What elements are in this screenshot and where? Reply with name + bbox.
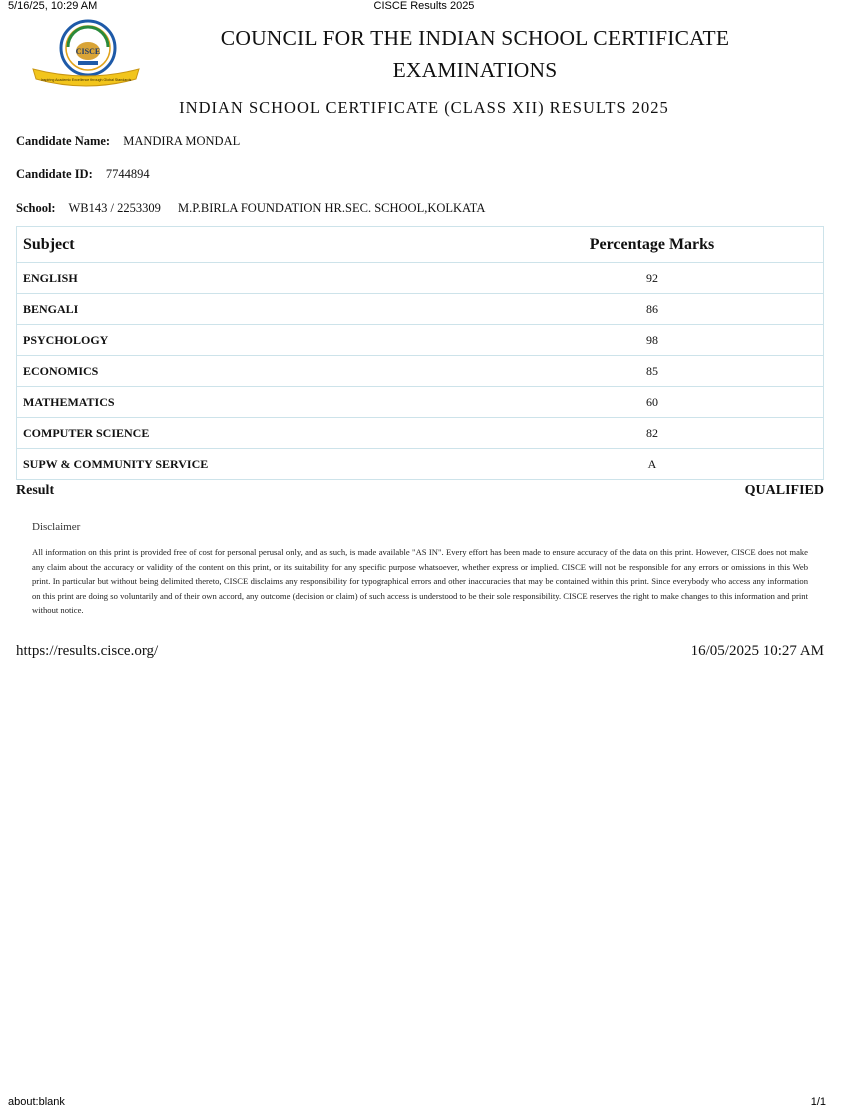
header-subject: Subject xyxy=(17,227,482,263)
school-code: WB143 / 2253309 xyxy=(68,201,161,215)
marks-cell: 86 xyxy=(481,294,824,325)
table-row xyxy=(17,356,824,387)
council-title xyxy=(190,22,760,86)
table-row xyxy=(17,325,824,356)
marks-cell: 98 xyxy=(481,325,824,356)
school-name: M.P.BIRLA FOUNDATION HR.SEC. SCHOOL,KOLKATA xyxy=(177,201,486,215)
table-row xyxy=(17,294,824,325)
subject-cell: PSYCHOLOGY xyxy=(17,325,482,356)
generated-datetime: 16/05/2025 10:27 AM xyxy=(690,643,824,659)
subject-cell: BENGALI xyxy=(17,294,482,325)
council-title-line2: EXAMINATIONS xyxy=(392,58,558,82)
disclaimer-heading: Disclaimer xyxy=(32,521,81,533)
candidate-id-value: 7744894 xyxy=(105,167,150,181)
school-row xyxy=(16,201,499,216)
subject-cell: ECONOMICS xyxy=(17,356,482,387)
result-label: Result xyxy=(16,483,55,498)
disclaimer-text: All information on this print is provided free of cost for personal perusal only, and as such, is made available "AS IN". Every effort has been made to ensure accuracy of the data on this print. However, CISCE does not make any claim about the accuracy or validity of the content on this print, or its suitability for any specific purpose whatsoever, whether express or implied. CISCE will not be responsible for any errors or omissions in this Web print. In particular but without being delimited thereto, CISCE disclaims any responsibility for typographical errors and other inaccuracies that may be contained within this print. Since everybody who access any information on this print are doing so voluntarily and of their own accord, any outcome (decision or claim) of such access is understood to be their sole responsibility. CISCE reserves the right to make changes to this information and print without notice. xyxy=(32,547,808,615)
subject-cell: MATHEMATICS xyxy=(17,387,482,418)
logo-ribbon-text: Inspiring Academic Excellence through Global Standards xyxy=(40,78,132,82)
table-row xyxy=(17,387,824,418)
candidate-name-label: Candidate Name: xyxy=(16,134,111,148)
print-footer xyxy=(0,1096,848,1110)
results-title: INDIAN SCHOOL CERTIFICATE (CLASS XII) RESULTS 2025 xyxy=(179,98,669,117)
marks-cell: 92 xyxy=(481,263,824,294)
print-datetime: 5/16/25, 10:29 AM xyxy=(8,0,98,12)
candidate-name-value: MANDIRA MONDAL xyxy=(123,134,241,148)
table-row xyxy=(17,449,824,480)
subject-cell: COMPUTER SCIENCE xyxy=(17,418,482,449)
result-value: QUALIFIED xyxy=(744,483,824,498)
marks-table xyxy=(16,226,824,480)
print-page-title: CISCE Results 2025 xyxy=(373,0,475,12)
header-percentage-marks: Percentage Marks xyxy=(481,227,824,263)
print-header xyxy=(0,0,848,14)
candidate-name-row xyxy=(16,134,254,149)
results-url[interactable]: https://results.cisce.org/ xyxy=(16,643,159,659)
cisce-logo xyxy=(30,17,142,93)
school-label: School: xyxy=(16,201,56,215)
council-title-line1: COUNCIL FOR THE INDIAN SCHOOL CERTIFICATE xyxy=(220,26,730,50)
print-page-number: 1/1 xyxy=(810,1096,826,1108)
subject-cell: SUPW & COMMUNITY SERVICE xyxy=(17,449,482,480)
logo-ring-text: CISCE xyxy=(75,47,101,56)
marks-cell: 82 xyxy=(481,418,824,449)
candidate-id-label: Candidate ID: xyxy=(16,167,93,181)
marks-cell: 60 xyxy=(481,387,824,418)
table-header-row xyxy=(17,227,824,263)
subject-cell: ENGLISH xyxy=(17,263,482,294)
table-row xyxy=(17,263,824,294)
marks-cell: A xyxy=(481,449,824,480)
print-footer-url: about:blank xyxy=(8,1096,65,1108)
table-row xyxy=(17,418,824,449)
candidate-id-row xyxy=(16,167,164,182)
marks-cell: 85 xyxy=(481,356,824,387)
